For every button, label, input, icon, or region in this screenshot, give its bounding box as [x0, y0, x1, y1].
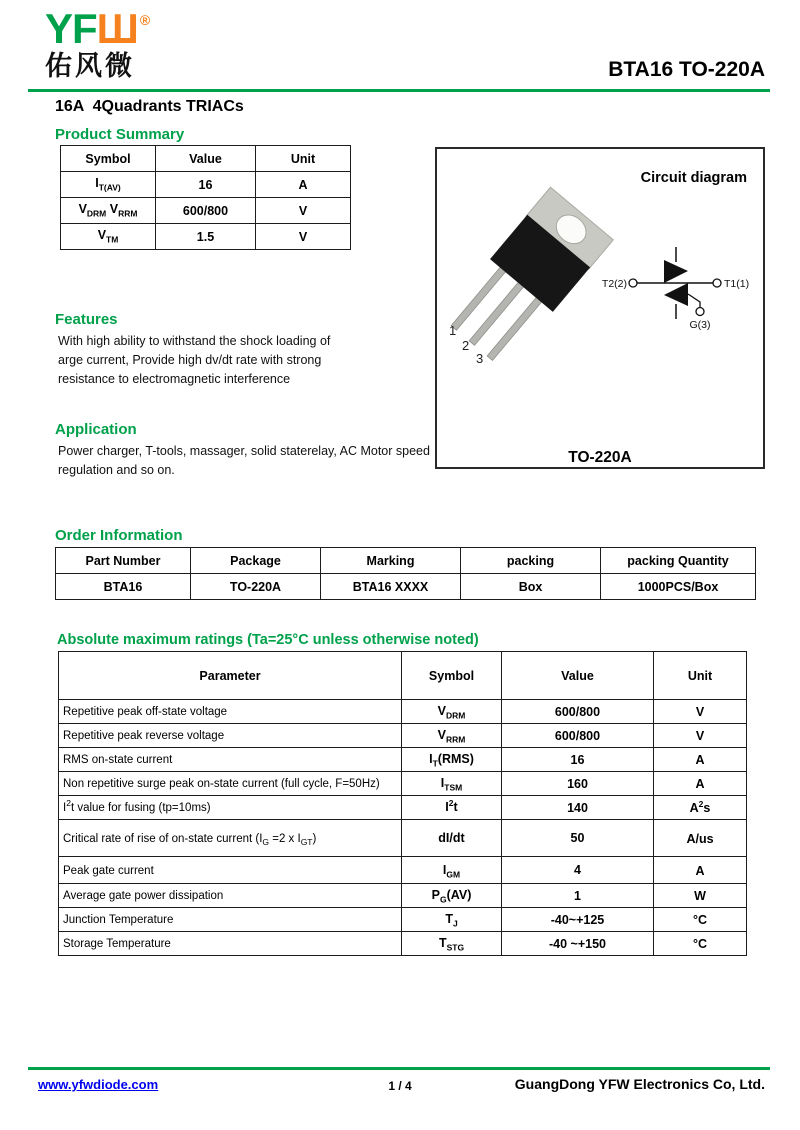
parameter-cell: Critical rate of rise of on-state current ($I_G =2$ x $I_{GT}$) — [59, 820, 402, 857]
circuit-diagram-box — [435, 147, 765, 469]
table-row — [59, 820, 747, 857]
unit-cell: °C — [654, 908, 747, 932]
value-cell: 160 — [502, 772, 654, 796]
footer-divider — [28, 1067, 770, 1070]
unit-cell: W — [654, 884, 747, 908]
packing-qty-cell: 1000PCS/Box — [601, 574, 756, 600]
symbol-cell: $T_{STG}$ — [402, 932, 502, 956]
features-line: With high ability to withstand the shock loading of — [58, 334, 331, 348]
table-row — [59, 772, 747, 796]
terminal-t2-label: T2(2) — [601, 278, 627, 290]
parameter-cell: Junction Temperature — [59, 908, 402, 932]
value-cell: 140 — [502, 796, 654, 820]
order-info-heading: Order Information — [55, 527, 183, 544]
abs-max-heading: Absolute maximum ratings (Ta=25°C unless otherwise noted) — [57, 632, 479, 648]
package-lead — [487, 295, 544, 361]
registered-mark-icon: ® — [139, 12, 150, 28]
table-row — [59, 932, 747, 956]
pin-number-1: 1 — [449, 323, 457, 338]
col-header: Unit — [654, 652, 747, 700]
circuit-diagram-title: Circuit diagram — [640, 170, 747, 186]
table-row — [59, 700, 747, 724]
features-heading: Features — [55, 311, 118, 328]
terminal-t2-node — [629, 279, 637, 287]
col-header: packing — [461, 548, 601, 574]
table-row — [61, 172, 351, 198]
table-row — [59, 857, 747, 884]
parameter-cell: Repetitive peak off-state voltage — [59, 700, 402, 724]
symbol-cell: $V_{TM}$ — [61, 224, 156, 250]
table-header-row — [59, 652, 747, 700]
header-divider — [28, 89, 770, 92]
value-cell: 1 — [502, 884, 654, 908]
table-row — [59, 884, 747, 908]
col-header: Package — [191, 548, 321, 574]
parameter-cell: RMS on-state current — [59, 748, 402, 772]
value-cell: 600/800 — [502, 724, 654, 748]
unit-cell: A — [654, 772, 747, 796]
symbol-cell: dI/dt — [402, 820, 502, 857]
table-row — [59, 748, 747, 772]
col-header: Symbol — [402, 652, 502, 700]
application-line: regulation and so on. — [58, 463, 175, 477]
value-cell: -40 ~+150 — [502, 932, 654, 956]
company-name: GuangDong YFW Electronics Co, Ltd. — [514, 1076, 765, 1092]
value-cell: 1.5 — [156, 224, 256, 250]
page-number: 1 / 4 — [388, 1079, 412, 1093]
col-header: Unit — [256, 146, 351, 172]
parameter-cell: Non repetitive surge peak on-state current (full cycle, F=50Hz) — [59, 772, 402, 796]
col-header: Part Number — [56, 548, 191, 574]
unit-cell: A — [654, 857, 747, 884]
logo-wordmark — [45, 5, 150, 52]
features-line: resistance to electromagnetic interference — [58, 372, 291, 386]
symbol-cell: $P_G(AV)$ — [402, 884, 502, 908]
unit-cell: A/us — [654, 820, 747, 857]
package-name-label: TO-220A — [568, 449, 632, 466]
package-lead — [451, 264, 508, 330]
circuit-diagram-graphic — [437, 149, 763, 467]
product-summary-table — [60, 145, 351, 250]
symbol-cell: $V_{RRM}$ — [402, 724, 502, 748]
application-line: Power charger, T-tools, massager, solid staterelay, AC Motor speed — [58, 444, 430, 458]
symbol-cell: $I_{T(AV)}$ — [61, 172, 156, 198]
package-lead — [469, 280, 526, 346]
terminal-t1-node — [713, 279, 721, 287]
pin-number-3: 3 — [476, 351, 484, 366]
symbol-cell: $V_{DRM}$ — [402, 700, 502, 724]
col-header: Value — [502, 652, 654, 700]
part-number-cell: BTA16 — [56, 574, 191, 600]
table-header-row — [61, 146, 351, 172]
value-cell: 600/800 — [156, 198, 256, 224]
table-row — [59, 724, 747, 748]
table-row — [61, 224, 351, 250]
symbol-cell: $I_T(RMS)$ — [402, 748, 502, 772]
logo-yf-text: YF — [45, 5, 97, 52]
parameter-cell: Peak gate current — [59, 857, 402, 884]
unit-cell: V — [654, 700, 747, 724]
col-header: Marking — [321, 548, 461, 574]
symbol-cell: $I^2t$ — [402, 796, 502, 820]
col-header: Symbol — [61, 146, 156, 172]
abs-max-table — [58, 651, 747, 956]
parameter-cell: Storage Temperature — [59, 932, 402, 956]
symbol-cell: $V_{DRM}$ $V_{RRM}$ — [61, 198, 156, 224]
col-header: packing Quantity — [601, 548, 756, 574]
logo-chinese-name: 佑风微 — [45, 51, 135, 81]
value-cell: -40~+125 — [502, 908, 654, 932]
features-line: arge current, Provide high dv/dt rate with strong — [58, 353, 322, 367]
col-header: Value — [156, 146, 256, 172]
table-row — [61, 198, 351, 224]
unit-cell: $A^2s$ — [654, 796, 747, 820]
symbol-cell: $I_{GM}$ — [402, 857, 502, 884]
application-text — [58, 442, 430, 480]
unit-cell: °C — [654, 932, 747, 956]
value-cell: 4 — [502, 857, 654, 884]
table-row — [59, 908, 747, 932]
parameter-cell: Repetitive peak reverse voltage — [59, 724, 402, 748]
value-cell: 50 — [502, 820, 654, 857]
packing-cell: Box — [461, 574, 601, 600]
part-subtitle: 16A 4Quadrants TRIACs — [55, 98, 244, 115]
application-heading: Application — [55, 421, 137, 438]
parameter-cell: $I^2t$ value for fusing (tp=10ms) — [59, 796, 402, 820]
table-header-row — [56, 548, 756, 574]
gate-label: G(3) — [689, 319, 711, 331]
symbol-cell: $T_J$ — [402, 908, 502, 932]
marking-cell: BTA16 XXXX — [321, 574, 461, 600]
unit-cell: A — [256, 172, 351, 198]
product-summary-heading: Product Summary — [55, 126, 185, 143]
features-text — [58, 332, 330, 389]
pin-number-2: 2 — [462, 338, 470, 353]
value-cell: 600/800 — [502, 700, 654, 724]
package-cell: TO-220A — [191, 574, 321, 600]
terminal-t1-label: T1(1) — [724, 278, 750, 290]
brand-logo — [45, 5, 150, 81]
value-cell: 16 — [156, 172, 256, 198]
order-info-table — [55, 547, 756, 600]
col-header: Parameter — [59, 652, 402, 700]
value-cell: 16 — [502, 748, 654, 772]
unit-cell: V — [654, 724, 747, 748]
logo-w-glyph: Ш — [96, 5, 138, 52]
triac-symbol — [602, 247, 749, 331]
gate-node — [696, 308, 704, 316]
symbol-cell: $I_{TSM}$ — [402, 772, 502, 796]
unit-cell: A — [654, 748, 747, 772]
website-link[interactable]: www.yfwdiode.com — [38, 1077, 159, 1092]
table-row — [59, 796, 747, 820]
table-row — [56, 574, 756, 600]
parameter-cell: Average gate power dissipation — [59, 884, 402, 908]
unit-cell: V — [256, 224, 351, 250]
document-title: BTA16 TO-220A — [608, 58, 765, 81]
unit-cell: V — [256, 198, 351, 224]
